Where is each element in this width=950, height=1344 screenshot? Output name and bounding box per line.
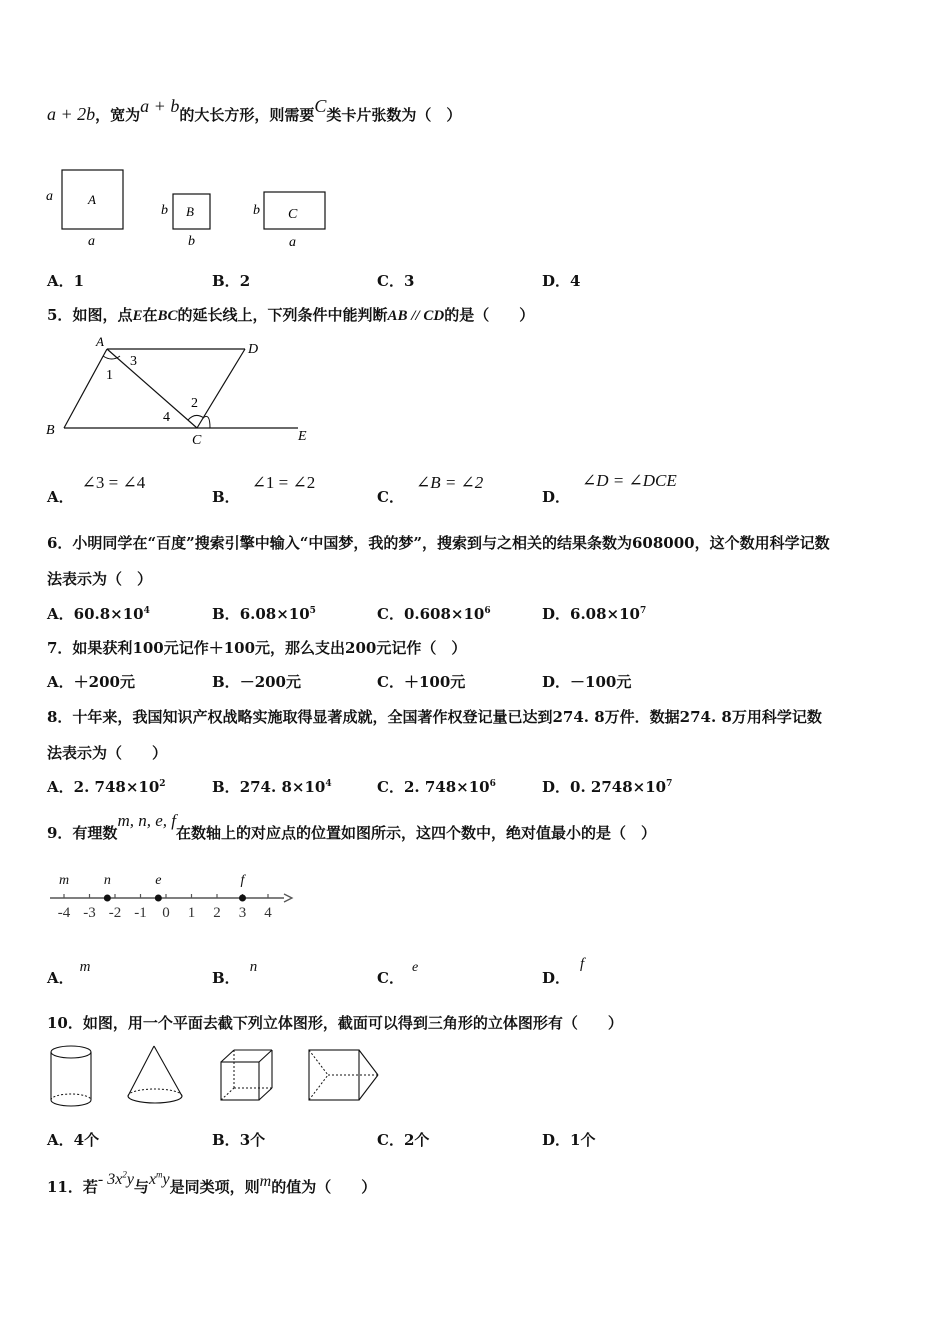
card-a-label: A xyxy=(88,192,96,207)
q10-stem: 10．如图，用一个平面去截下列立体图形，截面可以得到三角形的立体图形有（ ） xyxy=(47,1014,623,1032)
q4-option-a[interactable]: A．1 xyxy=(47,272,85,290)
q5-option-b[interactable]: B．∠1 = ∠2 xyxy=(212,473,316,506)
q8-option-b[interactable]: B．274. $8\times 10^4$ xyxy=(212,778,332,796)
q10-option-c[interactable]: C．2个 xyxy=(377,1131,430,1149)
axis-point-f xyxy=(239,895,246,902)
q7-option-d[interactable]: D．－100元 xyxy=(542,673,632,691)
axis-tick-label: 1 xyxy=(187,905,196,921)
q8-option-d[interactable]: D．0. $2748\times 10^7$ xyxy=(542,778,673,796)
axis-tick-label: -2 xyxy=(108,905,122,921)
axis-point-e xyxy=(155,895,162,902)
axis-tick-label: -4 xyxy=(57,905,71,921)
q10-option-d[interactable]: D．1个 xyxy=(542,1131,596,1149)
q6-stem-line2: 法表示为（ ） xyxy=(47,570,153,588)
q9-option-b[interactable]: B．n xyxy=(212,959,258,987)
card-a-side: a xyxy=(46,189,53,204)
q7-option-c[interactable]: C．＋100元 xyxy=(377,673,466,691)
q8-stem-line1: 8．十年来，我国知识产权战略实施取得显著成就，全国著作权登记量已达到274. 8万件．数据274. 8万用科学记数 xyxy=(47,708,822,726)
prism-shape xyxy=(309,1050,378,1100)
q4-stem: a + 2b，宽为a + b的大长方形，则需要C类卡片张数为（ ） xyxy=(47,96,462,124)
card-c-bottom: a xyxy=(289,235,296,250)
q4-option-c[interactable]: C．3 xyxy=(377,272,415,290)
svg-text:1: 1 xyxy=(106,368,113,383)
q6-option-d[interactable]: D．$6.08\times 10^7$ xyxy=(542,605,647,623)
q4-expr-c: C xyxy=(314,96,327,116)
cylinder-shape xyxy=(51,1046,91,1106)
q9-option-a[interactable]: A．m xyxy=(47,959,91,987)
svg-text:B: B xyxy=(46,423,55,438)
q4-expr-width: a + b xyxy=(140,96,180,116)
svg-text:A: A xyxy=(96,334,104,349)
q6-option-b[interactable]: B．$6.08\times 10^5$ xyxy=(212,605,316,623)
axis-arrow xyxy=(284,894,292,902)
q9-stem: 9．有理数m, n, e, f在数轴上的对应点的位置如图所示，这四个数中，绝对值最小的是（ ） xyxy=(47,811,656,842)
card-b-label: B xyxy=(186,204,194,219)
q6-option-c[interactable]: C．$0.608\times 10^6$ xyxy=(377,605,491,623)
q4-expr-length: a + 2b xyxy=(47,104,96,124)
q10-option-b[interactable]: B．3个 xyxy=(212,1131,266,1149)
axis-point-n xyxy=(104,895,111,902)
axis-point-label-e: e xyxy=(155,873,162,888)
q7-stem: 7．如果获利100元记作＋100元，那么支出200元记作（ ） xyxy=(47,639,467,657)
q5-option-a[interactable]: A．∠3 = ∠4 xyxy=(47,473,146,506)
svg-text:3: 3 xyxy=(130,354,137,369)
axis-tick-label: -3 xyxy=(83,905,96,921)
q4-cards-figure xyxy=(40,160,340,255)
q10-option-a[interactable]: A．4个 xyxy=(47,1131,100,1149)
q8-option-a[interactable]: A．2. $748\times 10^2$ xyxy=(47,778,166,796)
q6-option-a[interactable]: A．$60.8\times 10^4$ xyxy=(47,605,150,623)
card-b-bottom: b xyxy=(188,234,195,249)
axis-tick-label: 3 xyxy=(238,905,247,921)
q9-number-line xyxy=(40,866,300,926)
q8-stem-line2: 法表示为（ ） xyxy=(47,744,168,762)
q11-stem: 11．若- $3x^2y$与$x^my$是同类项，则m的值为（ ） xyxy=(47,1169,377,1196)
q8-option-c[interactable]: C．2. $748\times 10^6$ xyxy=(377,778,496,796)
axis-tick-label: 4 xyxy=(264,905,272,921)
card-c-side: b xyxy=(253,203,260,218)
q5-geometry-figure xyxy=(40,332,320,450)
cube-shape xyxy=(221,1050,272,1100)
card-b-side: b xyxy=(161,203,168,218)
q7-option-b[interactable]: B．－200元 xyxy=(212,673,301,691)
svg-text:2: 2 xyxy=(191,396,198,411)
svg-text:E: E xyxy=(298,429,307,444)
card-a-bottom: a xyxy=(88,234,95,249)
q6-stem-line1: 6．小明同学在“百度”搜索引擎中输入“中国梦，我的梦”，搜索到与之相关的结果条数为608000，这个数用科学记数 xyxy=(47,534,830,552)
svg-text:D: D xyxy=(248,342,259,357)
q4-option-d[interactable]: D．4 xyxy=(542,272,581,290)
q5-stem: 5．如图，点E在BC的延长线上，下列条件中能判断AB // CD的是（ ） xyxy=(47,306,535,324)
q4-option-b[interactable]: B．2 xyxy=(212,272,251,290)
svg-text:4: 4 xyxy=(163,410,170,425)
q9-option-d[interactable]: D．f xyxy=(542,956,585,987)
card-c-label: C xyxy=(288,207,298,222)
q5-option-c[interactable]: C．∠B = ∠2 xyxy=(377,473,484,506)
axis-tick-label: -1 xyxy=(134,905,147,921)
axis-tick-label: 2 xyxy=(213,905,221,921)
axis-tick-label: 0 xyxy=(162,905,170,921)
svg-text:C: C xyxy=(192,433,202,448)
axis-point-label-n: n xyxy=(103,873,111,888)
q7-option-a[interactable]: A．＋200元 xyxy=(47,673,135,691)
cone-shape xyxy=(128,1046,182,1103)
axis-point-label-m: m xyxy=(58,873,70,888)
q5-option-d[interactable]: D．∠D = ∠DCE xyxy=(542,471,677,506)
q9-option-c[interactable]: C．e xyxy=(377,960,419,987)
axis-point-label-f: f xyxy=(240,873,245,888)
q10-solids-figure xyxy=(40,1040,390,1112)
